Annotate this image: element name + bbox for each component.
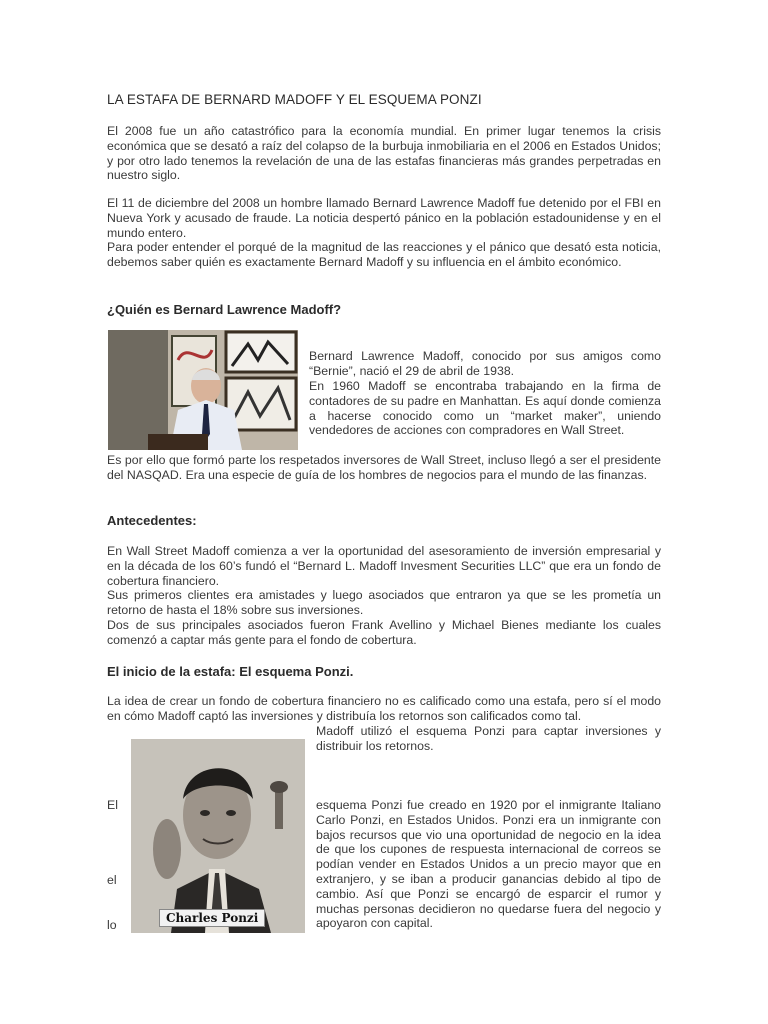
ponzi-history-text: esquema Ponzi fue creado en 1920 por el inmigrante Italiano Carlo Ponzi, en Estados Unidos. Ponzi era un inmigrante con bajos recursos que vio una oportunidad de negocio en la idea de que los cupones de respuesta internacional de correos se podían vender en Estados Unidos a un precio mayor que en extranjero, y se iban a producir ganancias debido al tipo de cambio. Así que Ponzi se encargó de esparcir el rumor y muchas personas decidieron no quedarse fuera del negocio y apoyaron con capital.: [316, 798, 661, 931]
paragraph-clients: Sus primeros clientes era amistades y luego asociados que entraron ya que se les prometía un retorno de hasta el 18% sobre sus inversiones.: [107, 588, 661, 617]
stray-word-el-lower: el: [107, 873, 117, 887]
madoff-bio-career: En 1960 Madoff se encontraba trabajando en la firma de contadores de su padre en Manhattan. Es aquí donde comienza a hacerse conocido como un “market maker”, uniendo vendedores de acciones con compradores en Wall Street.: [309, 379, 661, 438]
ponzi-photo-caption: Charles Ponzi: [159, 909, 265, 927]
ponzi-photo: [131, 739, 305, 933]
heading-ponzi-scheme: El inicio de la estafa: El esquema Ponzi.: [107, 664, 354, 679]
stray-word-el: El: [107, 798, 118, 812]
paragraph-hedge-fund: La idea de crear un fondo de cobertura financiero no es calificado como una estafa, pero sí el modo en cómo Madoff captó las inversiones y distribuía los retornos son calificados como tal.: [107, 694, 661, 723]
paragraph-associates: Dos de sus principales asociados fueron Frank Avellino y Michael Bienes mediante los cuales comenzó a captar más gente para el fondo de cobertura.: [107, 618, 661, 647]
paragraph-context: Para poder entender el porqué de la magnitud de las reacciones y el pánico que desató esta noticia, debemos saber quién es exactamente Bernard Madoff y su influencia en el ámbito económico.: [107, 240, 661, 269]
heading-antecedentes: Antecedentes:: [107, 513, 197, 528]
ponzi-intro-text: Madoff utilizó el esquema Ponzi para captar inversiones y distribuir los retornos.: [316, 724, 661, 753]
stray-word-lo: lo: [107, 918, 117, 932]
heading-who-is-madoff: ¿Quién es Bernard Lawrence Madoff?: [107, 302, 342, 317]
madoff-photo: [108, 330, 298, 450]
paragraph-fund: En Wall Street Madoff comienza a ver la oportunidad del asesoramiento de inversión empresarial y en la década de los 60’s fundó el “Bernard L. Madoff Invesment Securities LLC” que era un fondo de cobertura financiero.: [107, 544, 661, 588]
paragraph-intro: El 2008 fue un año catastrófico para la economía mundial. En primer lugar tenemos la crisis económica que se desató a raíz del colapso de la burbuja inmobiliaria en el 2006 en Estados Unidos; y por otro lado tenemos la revelación de una de las estafas financieras más grandes perpetradas en nuestro siglo.: [107, 124, 661, 183]
paragraph-arrest: El 11 de diciembre del 2008 un hombre llamado Bernard Lawrence Madoff fue detenido por el FBI en Nueva York y acusado de fraude. La noticia despertó pánico en la población estadounidense y en el mundo entero.: [107, 196, 661, 240]
paragraph-wall-street: Es por ello que formó parte los respetados inversores de Wall Street, incluso llegó a ser el presidente del NASQAD. Era una especie de guía de los hombres de negocios para el mundo de las finanzas.: [107, 453, 661, 482]
madoff-bio-birth: Bernard Lawrence Madoff, conocido por sus amigos como “Bernie”, nació el 29 de abril de 1938.: [309, 349, 661, 378]
document-title: LA ESTAFA DE BERNARD MADOFF Y EL ESQUEMA PONZI: [107, 92, 482, 107]
